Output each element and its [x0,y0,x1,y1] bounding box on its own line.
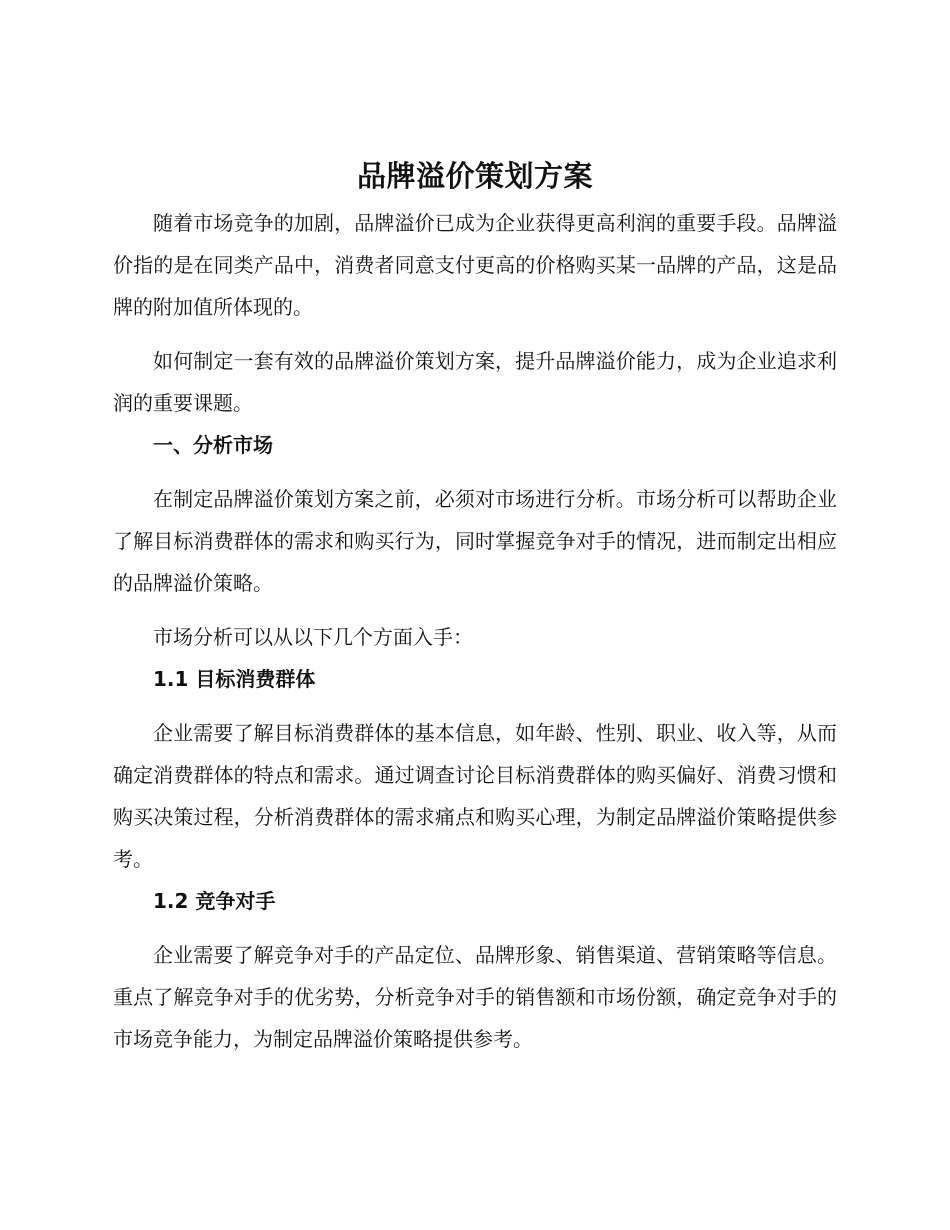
paragraph-target-consumers: 企业需要了解目标消费群体的基本信息，如年龄、性别、职业、收入等，从而确定消费群体的特点和需求。通过调查讨论目标消费群体的购买偏好、消费习惯和购买决策过程，分析消费群体的需求痛点和购买心理，为制定品牌溢价策略提供参考。 [113,721,837,871]
paragraph-competitors: 企业需要了解竞争对手的产品定位、品牌形象、销售渠道、营销策略等信息。重点了解竞争对手的优劣势，分析竞争对手的销售额和市场份额，确定竞争对手的市场竞争能力，为制定品牌溢价策略提供参考。 [113,943,837,1051]
paragraph-analysis-aspects: 市场分析可以从以下几个方面入手： [153,625,473,649]
heading-target-consumers: 1.1 目标消费群体 [153,667,316,691]
paragraph-intro: 随着市场竞争的加剧，品牌溢价已成为企业获得更高利润的重要手段。品牌溢价指的是在同类产品中，消费者同意支付更高的价格购买某一品牌的产品，这是品牌的附加值所体现的。 [113,211,837,319]
document-title: 品牌溢价策划方案 [356,159,593,193]
heading-competitors: 1.2 竞争对手 [153,889,276,913]
paragraph-question: 如何制定一套有效的品牌溢价策划方案，提升品牌溢价能力，成为企业追求利润的重要课题。 [113,349,837,415]
paragraph-market-analysis: 在制定品牌溢价策划方案之前，必须对市场进行分析。市场分析可以帮助企业了解目标消费群体的需求和购买行为，同时掌握竞争对手的情况，进而制定出相应的品牌溢价策略。 [113,487,837,595]
heading-analyze-market: 一、分析市场 [153,433,273,457]
